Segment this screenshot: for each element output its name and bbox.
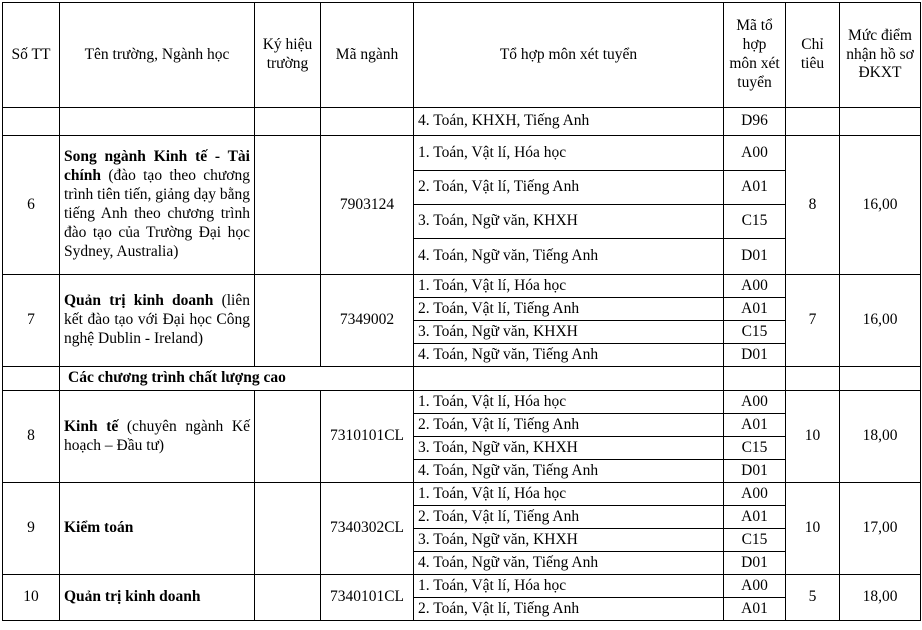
table-row [3,483,921,506]
header-combo-code: Mã tổ hợp môn xét tuyển [724,3,786,108]
combo-cell: 4. Toán, KHXH, Tiếng Anh [414,108,724,136]
combo-code-cell: A00 [724,391,786,414]
combo-code-cell: D01 [724,460,786,483]
stt-cell: 8 [3,391,60,483]
major-code-cell: 7903124 [321,136,414,275]
combo-code-cell: C15 [724,205,786,239]
program-name-cell [60,136,255,275]
header-combo: Tổ hợp môn xét tuyển [414,3,724,108]
combo-cell: 1. Toán, Vật lí, Hóa học [414,483,724,506]
combo-code-cell: A00 [724,483,786,506]
combo-code-cell: A00 [724,575,786,598]
header-symbol: Ký hiệu trường [255,3,321,108]
table-row [3,391,921,414]
combo-code-cell: A01 [724,598,786,621]
combo-cell: 1. Toán, Vật lí, Hóa học [414,391,724,414]
quota-cell: 7 [786,275,840,367]
major-code-cell: 7340302CL [321,483,414,575]
stt-cell: 10 [3,575,60,621]
header-code: Mã ngành [321,3,414,108]
quota-cell: 10 [786,391,840,483]
combo-code-cell: A00 [724,275,786,298]
header-stt: Số TT [3,3,60,108]
combo-code-cell: C15 [724,321,786,344]
admission-table [2,2,921,621]
major-code-cell: 7340101CL [321,575,414,621]
quota-cell: 8 [786,136,840,275]
symbol-cell [255,575,321,621]
table-row [3,575,921,598]
combo-code-cell: D01 [724,552,786,575]
header-name: Tên trường, Ngành học [60,3,255,108]
combo-code-cell: A01 [724,171,786,205]
combo-code-cell: A01 [724,506,786,529]
program-name-cell [60,575,255,621]
program-name-bold: Kiểm toán [64,519,134,537]
combo-code-cell: A01 [724,414,786,437]
program-name-bold: Quản trị kinh doanh [64,588,201,606]
stt-cell: 6 [3,136,60,275]
table-row [3,275,921,298]
combo-cell: 4. Toán, Ngữ văn, Tiếng Anh [414,460,724,483]
header-score: Mức điểm nhận hồ sơ ĐKXT [840,3,921,108]
table-row [3,136,921,171]
quota-cell: 5 [786,575,840,621]
symbol-cell [255,275,321,367]
section-title: Các chương trình chất lượng cao [60,367,414,391]
combo-code-cell: A01 [724,298,786,321]
score-cell: 18,00 [840,575,921,621]
carry-row [3,108,921,136]
combo-code-cell: D01 [724,344,786,367]
combo-cell: 1. Toán, Vật lí, Hóa học [414,275,724,298]
stt-cell: 9 [3,483,60,575]
combo-cell: 4. Toán, Ngữ văn, Tiếng Anh [414,552,724,575]
program-name-detail: (chuyên ngành Kế hoạch – Đầu tư) [64,417,250,454]
symbol-cell [255,391,321,483]
program-name-cell [60,483,255,575]
program-name-bold: Quản trị kinh doanh [64,292,214,310]
program-name-cell [60,391,255,483]
major-code-cell: 7349002 [321,275,414,367]
score-cell: 18,00 [840,391,921,483]
score-cell: 16,00 [840,275,921,367]
major-code-cell: 7310101CL [321,391,414,483]
header-row [3,3,921,108]
combo-cell: 1. Toán, Vật lí, Hóa học [414,575,724,598]
header-quota: Chỉ tiêu [786,3,840,108]
combo-code-cell: D01 [724,239,786,275]
combo-code-cell: C15 [724,437,786,460]
combo-cell: 2. Toán, Vật lí, Tiếng Anh [414,298,724,321]
section-row [3,367,921,391]
quota-cell: 10 [786,483,840,575]
combo-cell: 2. Toán, Vật lí, Tiếng Anh [414,171,724,205]
combo-cell: 2. Toán, Vật lí, Tiếng Anh [414,414,724,437]
program-name-cell [60,275,255,367]
combo-cell: 3. Toán, Ngữ văn, KHXH [414,321,724,344]
combo-cell: 3. Toán, Ngữ văn, KHXH [414,205,724,239]
stt-cell: 7 [3,275,60,367]
combo-code-cell: C15 [724,529,786,552]
combo-cell: 2. Toán, Vật lí, Tiếng Anh [414,506,724,529]
combo-code-cell: D96 [724,108,786,136]
combo-cell: 3. Toán, Ngữ văn, KHXH [414,529,724,552]
combo-code-cell: A00 [724,136,786,171]
score-cell: 16,00 [840,136,921,275]
program-name-detail: (liên kết đào tạo với Đại học Công nghệ Dublin - Ireland) [64,292,250,347]
combo-cell: 4. Toán, Ngữ văn, Tiếng Anh [414,344,724,367]
combo-cell: 2. Toán, Vật lí, Tiếng Anh [414,598,724,621]
program-name-bold: Song ngành Kinh tế - Tài chính [64,148,250,185]
combo-cell: 3. Toán, Ngữ văn, KHXH [414,437,724,460]
score-cell: 17,00 [840,483,921,575]
symbol-cell [255,483,321,575]
program-name-bold: Kinh tế [64,417,119,435]
combo-cell: 1. Toán, Vật lí, Hóa học [414,136,724,171]
combo-cell: 4. Toán, Ngữ văn, Tiếng Anh [414,239,724,275]
program-name-detail: (đào tạo theo chương trình tiên tiến, giảng dạy bằng tiếng Anh theo chương trình đào tạo của Trường Đại học Sydney, Australia) [64,167,250,260]
symbol-cell [255,136,321,275]
